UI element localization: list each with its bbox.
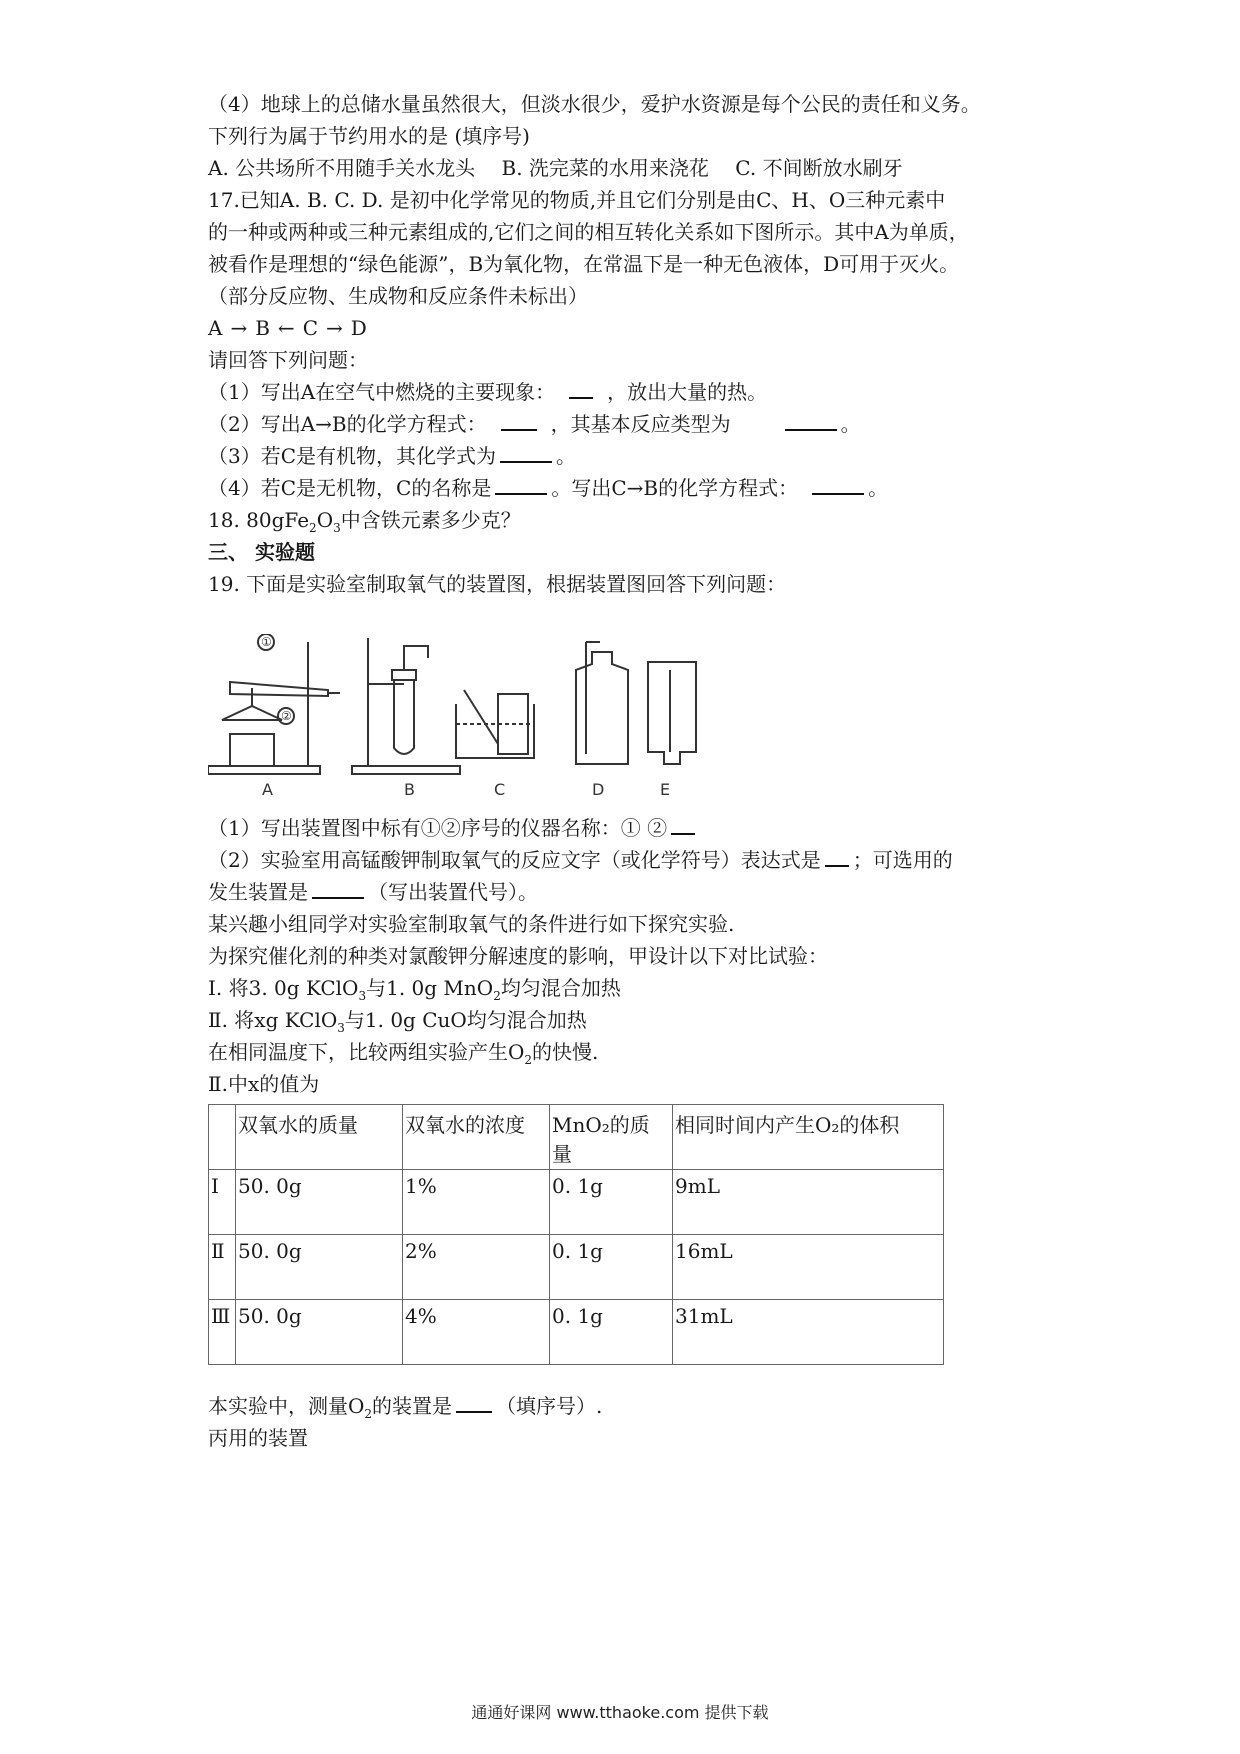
- table-cell: 4%: [403, 1300, 550, 1365]
- table-cell: 16mL: [673, 1235, 944, 1300]
- q19-part2-mid: ；可选用的: [852, 848, 953, 872]
- table-cell: 0. 1g: [550, 1300, 673, 1365]
- table-cell: 0. 1g: [550, 1235, 673, 1300]
- table-cell: Ⅲ: [209, 1300, 236, 1365]
- q17-line4: （部分反应物、生成物和反应条件未标出）: [208, 284, 588, 308]
- q17-line2: 的一种或两种或三种元素组成的,它们之间的相互转化关系如下图所示。其中A为单质，: [208, 220, 969, 244]
- arrow-left-icon: ←: [277, 316, 295, 340]
- q19-part2: [208, 844, 1048, 876]
- chain-c: C: [302, 316, 318, 340]
- q18-text: 中含铁元素多少克？: [340, 508, 521, 532]
- test-tube-a: [230, 682, 328, 696]
- q17-part2-mid: ，其基本反应类型为: [550, 412, 731, 436]
- table-cell: Ⅱ: [209, 1235, 236, 1300]
- q16-4-line1: （4）地球上的总储水量虽然很大，但淡水很少，爱护水资源是每个公民的责任和义务。: [208, 92, 981, 116]
- water-trough: [456, 704, 534, 758]
- arrow-right-icon: →: [326, 316, 343, 340]
- table-header-cell: 相同时间内产生O₂的体积: [673, 1105, 944, 1170]
- q19-exp2: [208, 1004, 1048, 1036]
- q17-part3-tail: 。: [556, 444, 577, 468]
- q19-continued: [208, 812, 1048, 1100]
- q19-catalyst: 为探究催化剂的种类对氯酸钾分解速度的影响，甲设计以下对比试验：: [208, 944, 828, 968]
- table-cell: 31mL: [673, 1300, 944, 1365]
- chain-d: D: [350, 316, 367, 340]
- q17-prompt: 请回答下列问题：: [208, 348, 368, 372]
- measure-text: 的装置是: [372, 1394, 453, 1418]
- stopper-b: [392, 670, 416, 680]
- section-heading: 三、 实验题: [208, 540, 315, 564]
- table-cell: 9mL: [673, 1170, 944, 1235]
- compare-text: 的快慢.: [532, 1040, 599, 1064]
- subscript: 3: [358, 989, 367, 1003]
- table-row: [209, 1170, 944, 1235]
- q19-part2-text2: 发生装置是: [208, 880, 308, 904]
- q16-4-line2: 下列行为属于节约用水的是 (填序号): [208, 124, 530, 148]
- test-tube-b: [394, 680, 414, 754]
- q19-group: 某兴趣小组同学对实验室制取氧气的条件进行如下探究实验.: [208, 912, 735, 936]
- label-e: E: [660, 780, 671, 799]
- mark-1-label: ①: [261, 635, 272, 649]
- label-a: A: [262, 780, 273, 799]
- arrow-right-icon: →: [230, 316, 248, 340]
- answer-blank[interactable]: [785, 409, 837, 431]
- q18: [208, 504, 1048, 536]
- q17-part3: [208, 440, 1048, 472]
- q19-part1-text: （1）写出装置图中标有①②序号的仪器名称：① ②: [208, 816, 668, 840]
- q19-part2-text: （2）实验室用高锰酸钾制取氧气的反应文字（或化学符号）表达式是: [208, 848, 821, 872]
- table-cell: Ⅰ: [209, 1170, 236, 1235]
- answer-blank[interactable]: [671, 813, 695, 835]
- measure-text: 本实验中，测量O: [208, 1394, 365, 1418]
- q17-part4-tail: 。: [868, 476, 889, 500]
- q17-part2-text: （2）写出A→B的化学方程式：: [208, 412, 487, 436]
- chain-b: B: [255, 316, 270, 340]
- q17-reaction-chain: [208, 312, 1048, 344]
- table-cell: 0. 1g: [550, 1170, 673, 1235]
- apparatus-drawing: [208, 634, 768, 802]
- table-cell: 50. 0g: [236, 1300, 403, 1365]
- q19-part2-cont: [208, 876, 1048, 908]
- measure-line: [208, 1390, 1048, 1422]
- compare-text: 在相同温度下，比较两组实验产生O: [208, 1040, 525, 1064]
- q18-text: 18. 80gFe: [208, 508, 310, 532]
- q19-intro: 19. 下面是实验室制取氧气的装置图，根据装置图回答下列问题：: [208, 572, 787, 596]
- table-row: [209, 1235, 944, 1300]
- answer-blank[interactable]: [312, 877, 364, 899]
- measure-text: （填序号）.: [496, 1394, 603, 1418]
- exp2-text: Ⅱ. 将xg KClO: [208, 1008, 338, 1032]
- exp1-text: 均匀混合加热: [500, 976, 621, 1000]
- label-d: D: [592, 780, 605, 799]
- answer-blank[interactable]: [812, 473, 864, 495]
- q17-part1-tail: ，放出大量的热。: [607, 380, 768, 404]
- q18-text: O: [316, 508, 334, 532]
- label-b: B: [404, 780, 415, 799]
- subscript: 3: [333, 521, 341, 535]
- subscript: 2: [493, 989, 501, 1003]
- table-header-cell: 双氧水的质量: [236, 1105, 403, 1170]
- table-header-row: [209, 1105, 944, 1170]
- answer-blank[interactable]: [456, 1391, 492, 1413]
- q16-4-options: A. 公共场所不用随手关水龙头 B. 洗完菜的水用来浇花 C. 不间断放水刷牙: [208, 156, 903, 180]
- q19-compare: [208, 1036, 1048, 1068]
- q17-part3-text: （3）若C是有机物，其化学式为: [208, 444, 497, 468]
- subscript: 3: [337, 1021, 345, 1035]
- q19-part2-tail: （写出装置代号）。: [368, 880, 538, 904]
- subscript: 2: [309, 521, 317, 535]
- lamp-block: [230, 734, 274, 766]
- q17-part1-text: （1）写出A在空气中燃烧的主要现象：: [208, 380, 556, 404]
- alcohol-lamp: [222, 706, 282, 720]
- answer-blank[interactable]: [825, 845, 849, 867]
- gas-bottle-e: [648, 662, 696, 764]
- q19-exp1: [208, 972, 1048, 1004]
- exp2-text: 与1. 0g CuO均匀混合加热: [344, 1008, 587, 1032]
- stand-base-b: [352, 766, 460, 774]
- table-cell: 50. 0g: [236, 1235, 403, 1300]
- q17-part1: [208, 376, 1048, 408]
- q17-part2: [208, 408, 1048, 440]
- subscript: 2: [364, 1407, 373, 1421]
- q17-part2-tail: 。: [840, 412, 861, 436]
- answer-blank[interactable]: [495, 473, 547, 495]
- q17-part4: [208, 472, 1048, 504]
- label-c: C: [494, 780, 506, 799]
- table-cell: 2%: [403, 1235, 550, 1300]
- mark-2-label: ②: [281, 709, 292, 723]
- gas-bottle-d: [576, 652, 628, 764]
- exp1-text: Ⅰ. 将3. 0g KClO: [208, 976, 359, 1000]
- q19-xvalue: Ⅱ.中x的值为: [208, 1072, 320, 1096]
- q17-line1: 17.已知A. B. C. D. 是初中化学常见的物质,并且它们分别是由C、H、O三种元素中: [208, 188, 946, 212]
- document-page: [208, 88, 1048, 600]
- after-table: [208, 1390, 1048, 1454]
- q17-part4-text: （4）若C是无机物，C的名称是: [208, 476, 492, 500]
- table-header-cell: MnO₂的质量: [550, 1105, 673, 1170]
- q19-part1: [208, 812, 1048, 844]
- bing-line: 丙用的装置: [208, 1426, 308, 1450]
- q17-line3: 被看作是理想的“绿色能源”，B为氧化物，在常温下是一种无色液体，D可用于灭火。: [208, 252, 960, 276]
- stand-base-a: [208, 766, 320, 774]
- experiment-table: [208, 1104, 944, 1365]
- exp1-text: 与1. 0g MnO: [366, 976, 494, 1000]
- table-cell: 1%: [403, 1170, 550, 1235]
- page-footer: 通通好课网 www.tthaoke.com 提供下载: [471, 1703, 769, 1722]
- apparatus-figure: [208, 634, 768, 802]
- table-row: [209, 1300, 944, 1365]
- tube-b: [404, 646, 428, 670]
- table-cell: 50. 0g: [236, 1170, 403, 1235]
- subscript: 2: [524, 1053, 533, 1067]
- chain-a: A: [208, 316, 223, 340]
- answer-blank[interactable]: [501, 409, 537, 431]
- table-header-cell: 双氧水的浓度: [403, 1105, 550, 1170]
- table-header-cell: [209, 1105, 236, 1170]
- delivery-tube-c: [464, 690, 498, 744]
- answer-blank[interactable]: [569, 377, 593, 399]
- q17-part4-mid: 。写出C→B的化学方程式：: [551, 476, 799, 500]
- answer-blank[interactable]: [500, 441, 552, 463]
